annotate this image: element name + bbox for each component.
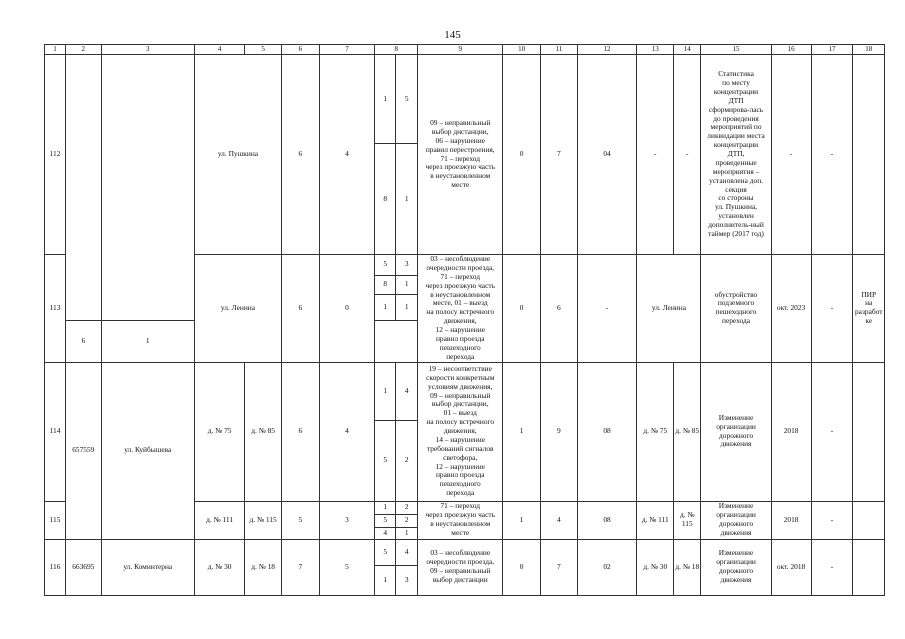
cell-value: 2 — [396, 420, 418, 501]
cell-value: 5 — [375, 539, 396, 565]
cell-value: 1 — [396, 294, 418, 320]
violation-cell: 71 – переход через проезжую часть в неустановленном месте — [418, 501, 503, 539]
row-number: 114 — [45, 362, 66, 501]
violation-cell: 03 – несоблюдение очередности проезда, 71 – переход через проезжую часть в неустановленном месте, 01 – выезд на полосу встречного движения, 12 – нарушение правил проезда пешеходного перехода — [418, 255, 503, 363]
row-number: 113 — [45, 255, 66, 363]
column-number: 4 — [194, 45, 244, 55]
column-number: 17 — [811, 45, 853, 55]
street-cell: ул. Ленина — [637, 255, 701, 363]
column-number: 1 — [45, 45, 66, 55]
cell-value: 0 — [319, 255, 375, 363]
cell-value: 3 — [319, 501, 375, 539]
cell-value: 6 — [540, 255, 577, 363]
cell-value: - — [811, 55, 853, 255]
street-cell: ул. Пушкина — [194, 55, 281, 255]
cell-value: - — [771, 55, 811, 255]
row-number: 115 — [45, 501, 66, 539]
cell-value: 0 — [503, 55, 541, 255]
code-cell: 663695 — [65, 539, 101, 595]
column-number: 6 — [281, 45, 319, 55]
cell-empty — [65, 55, 101, 321]
cell-value: 1 — [375, 294, 396, 320]
column-number: 16 — [771, 45, 811, 55]
cell-value: 1 — [375, 55, 396, 144]
cell-value: д. № 75 — [637, 362, 674, 501]
column-number: 12 — [577, 45, 637, 55]
measures-cell: Изменение организации дорожного движения — [701, 501, 771, 539]
cell-value: 08 — [577, 501, 637, 539]
cell-value: 2 — [396, 514, 418, 527]
cell-value: 2 — [396, 501, 418, 514]
cell-value: 6 — [281, 362, 319, 501]
row-number: 112 — [45, 55, 66, 255]
cell-value: 3 — [396, 255, 418, 276]
accident-table — [44, 44, 885, 596]
cell-value: - — [811, 501, 853, 539]
column-number: 3 — [101, 45, 194, 55]
violation-cell: 19 – несоответствие скорости конкретным условиям движения, 09 – неправильный выбор дистанции, 01 – выезд на полосу встречного движения, 14 – нарушение требований сигналов светофора, 12 – нарушение правил проезда пешеходного перехода — [418, 362, 503, 501]
violation-cell: 09 – неправильный выбор дистанции, 06 – нарушение правил перестроения, 71 – переход через проезжую часть в неустановленном месте — [418, 55, 503, 255]
cell-value: 02 — [577, 539, 637, 595]
status-cell: ПИР на разработ ке — [853, 255, 885, 363]
cell-value: 1 — [396, 527, 418, 539]
cell-value: - — [811, 255, 853, 363]
cell-value: 1 — [375, 362, 396, 420]
measures-cell: Статистика по месту концентрации ДТП сформирова-лась до проведения мероприятий по ликвидации места концентрации ДТП, проведенные мероприятия – установлена доп. секция со стороны ул. Пушкина, установлен дополнитель-ный таймер (2017 год) — [701, 55, 771, 255]
cell-value: - — [811, 362, 853, 501]
cell-value: 8 — [375, 144, 396, 255]
page-number: 145 — [444, 29, 461, 41]
cell-value: д. № 85 — [674, 362, 701, 501]
cell-value — [853, 362, 885, 501]
cell-value: 04 — [577, 55, 637, 255]
cell-value: 1 — [396, 275, 418, 294]
table-row — [45, 55, 885, 144]
cell-value: 7 — [540, 55, 577, 255]
cell-empty — [101, 55, 194, 321]
cell-value: 4 — [319, 362, 375, 501]
cell-value: 3 — [396, 565, 418, 595]
cell-value: 5 — [375, 420, 396, 501]
cell-value: 7 — [540, 539, 577, 595]
cell-value: д. № 85 — [245, 362, 282, 501]
column-number: 18 — [853, 45, 885, 55]
cell-value: - — [577, 255, 637, 363]
cell-value: д. № 75 — [194, 362, 244, 501]
cell-value: 4 — [396, 362, 418, 420]
cell-value: д. № 30 — [637, 539, 674, 595]
cell-value: окт. 2023 — [771, 255, 811, 363]
column-number: 14 — [674, 45, 701, 55]
cell-value: 4 — [319, 55, 375, 255]
cell-value: 1 — [503, 362, 541, 501]
cell-value: 2018 — [771, 362, 811, 501]
cell-value: окт. 2018 — [771, 539, 811, 595]
cell-value — [853, 501, 885, 539]
cell-value: 1 — [101, 320, 194, 362]
street-cell: ул. Ленина — [194, 255, 281, 363]
cell-value: - — [674, 55, 701, 255]
column-number: 13 — [637, 45, 674, 55]
measures-cell: Изменение организации дорожного движения — [701, 539, 771, 595]
cell-value: - — [811, 539, 853, 595]
cell-value: 0 — [503, 255, 541, 363]
cell-value — [853, 539, 885, 595]
cell-value: 4 — [375, 527, 396, 539]
cell-value: 0 — [503, 539, 541, 595]
column-number: 11 — [540, 45, 577, 55]
cell-value: 1 — [396, 144, 418, 255]
cell-value: 6 — [281, 55, 319, 255]
cell-value: 5 — [319, 539, 375, 595]
street-cell: ул. Куйбышева — [101, 362, 194, 539]
cell-value: 6 — [65, 320, 101, 362]
cell-value: - — [637, 55, 674, 255]
cell-value: 9 — [540, 362, 577, 501]
table-row — [45, 362, 885, 420]
cell-value: 1 — [375, 565, 396, 595]
cell-value: 5 — [281, 501, 319, 539]
violation-cell: 03 – несоблюдение очередности проезда, 09 – неправильный выбор дистанции — [418, 539, 503, 595]
measures-cell: Изменение организации дорожного движения — [701, 362, 771, 501]
cell-value: 5 — [396, 55, 418, 144]
cell-value: д. № 111 — [194, 501, 244, 539]
cell-value: 1 — [503, 501, 541, 539]
cell-value: д. № 115 — [245, 501, 282, 539]
cell-value: д. № 111 — [637, 501, 674, 539]
measures-cell: обустройство подземного пешеходного перехода — [701, 255, 771, 363]
code-cell: 657559 — [65, 362, 101, 539]
column-number: 5 — [245, 45, 282, 55]
cell-value: 4 — [540, 501, 577, 539]
row-number: 116 — [45, 539, 66, 595]
column-number: 10 — [503, 45, 541, 55]
cell-value — [853, 55, 885, 255]
column-number: 9 — [418, 45, 503, 55]
cell-value: 6 — [281, 255, 319, 363]
cell-value: д. № 30 — [194, 539, 244, 595]
cell-value: 08 — [577, 362, 637, 501]
column-number-row — [45, 45, 885, 55]
column-number: 7 — [319, 45, 375, 55]
table-row — [45, 539, 885, 565]
cell-value: 5 — [375, 514, 396, 527]
cell-value: 8 — [375, 275, 396, 294]
cell-value: 1 — [375, 501, 396, 514]
cell-value: д. № 18 — [245, 539, 282, 595]
cell-value: 4 — [396, 539, 418, 565]
column-number: 2 — [65, 45, 101, 55]
cell-value: 5 — [375, 255, 396, 276]
street-cell: ул. Коминтерна — [101, 539, 194, 595]
cell-value: д. № 18 — [674, 539, 701, 595]
cell-value: 7 — [281, 539, 319, 595]
cell-value: д. № 115 — [674, 501, 701, 539]
column-number: 8 — [375, 45, 418, 55]
cell-value: 2018 — [771, 501, 811, 539]
column-number: 15 — [701, 45, 771, 55]
